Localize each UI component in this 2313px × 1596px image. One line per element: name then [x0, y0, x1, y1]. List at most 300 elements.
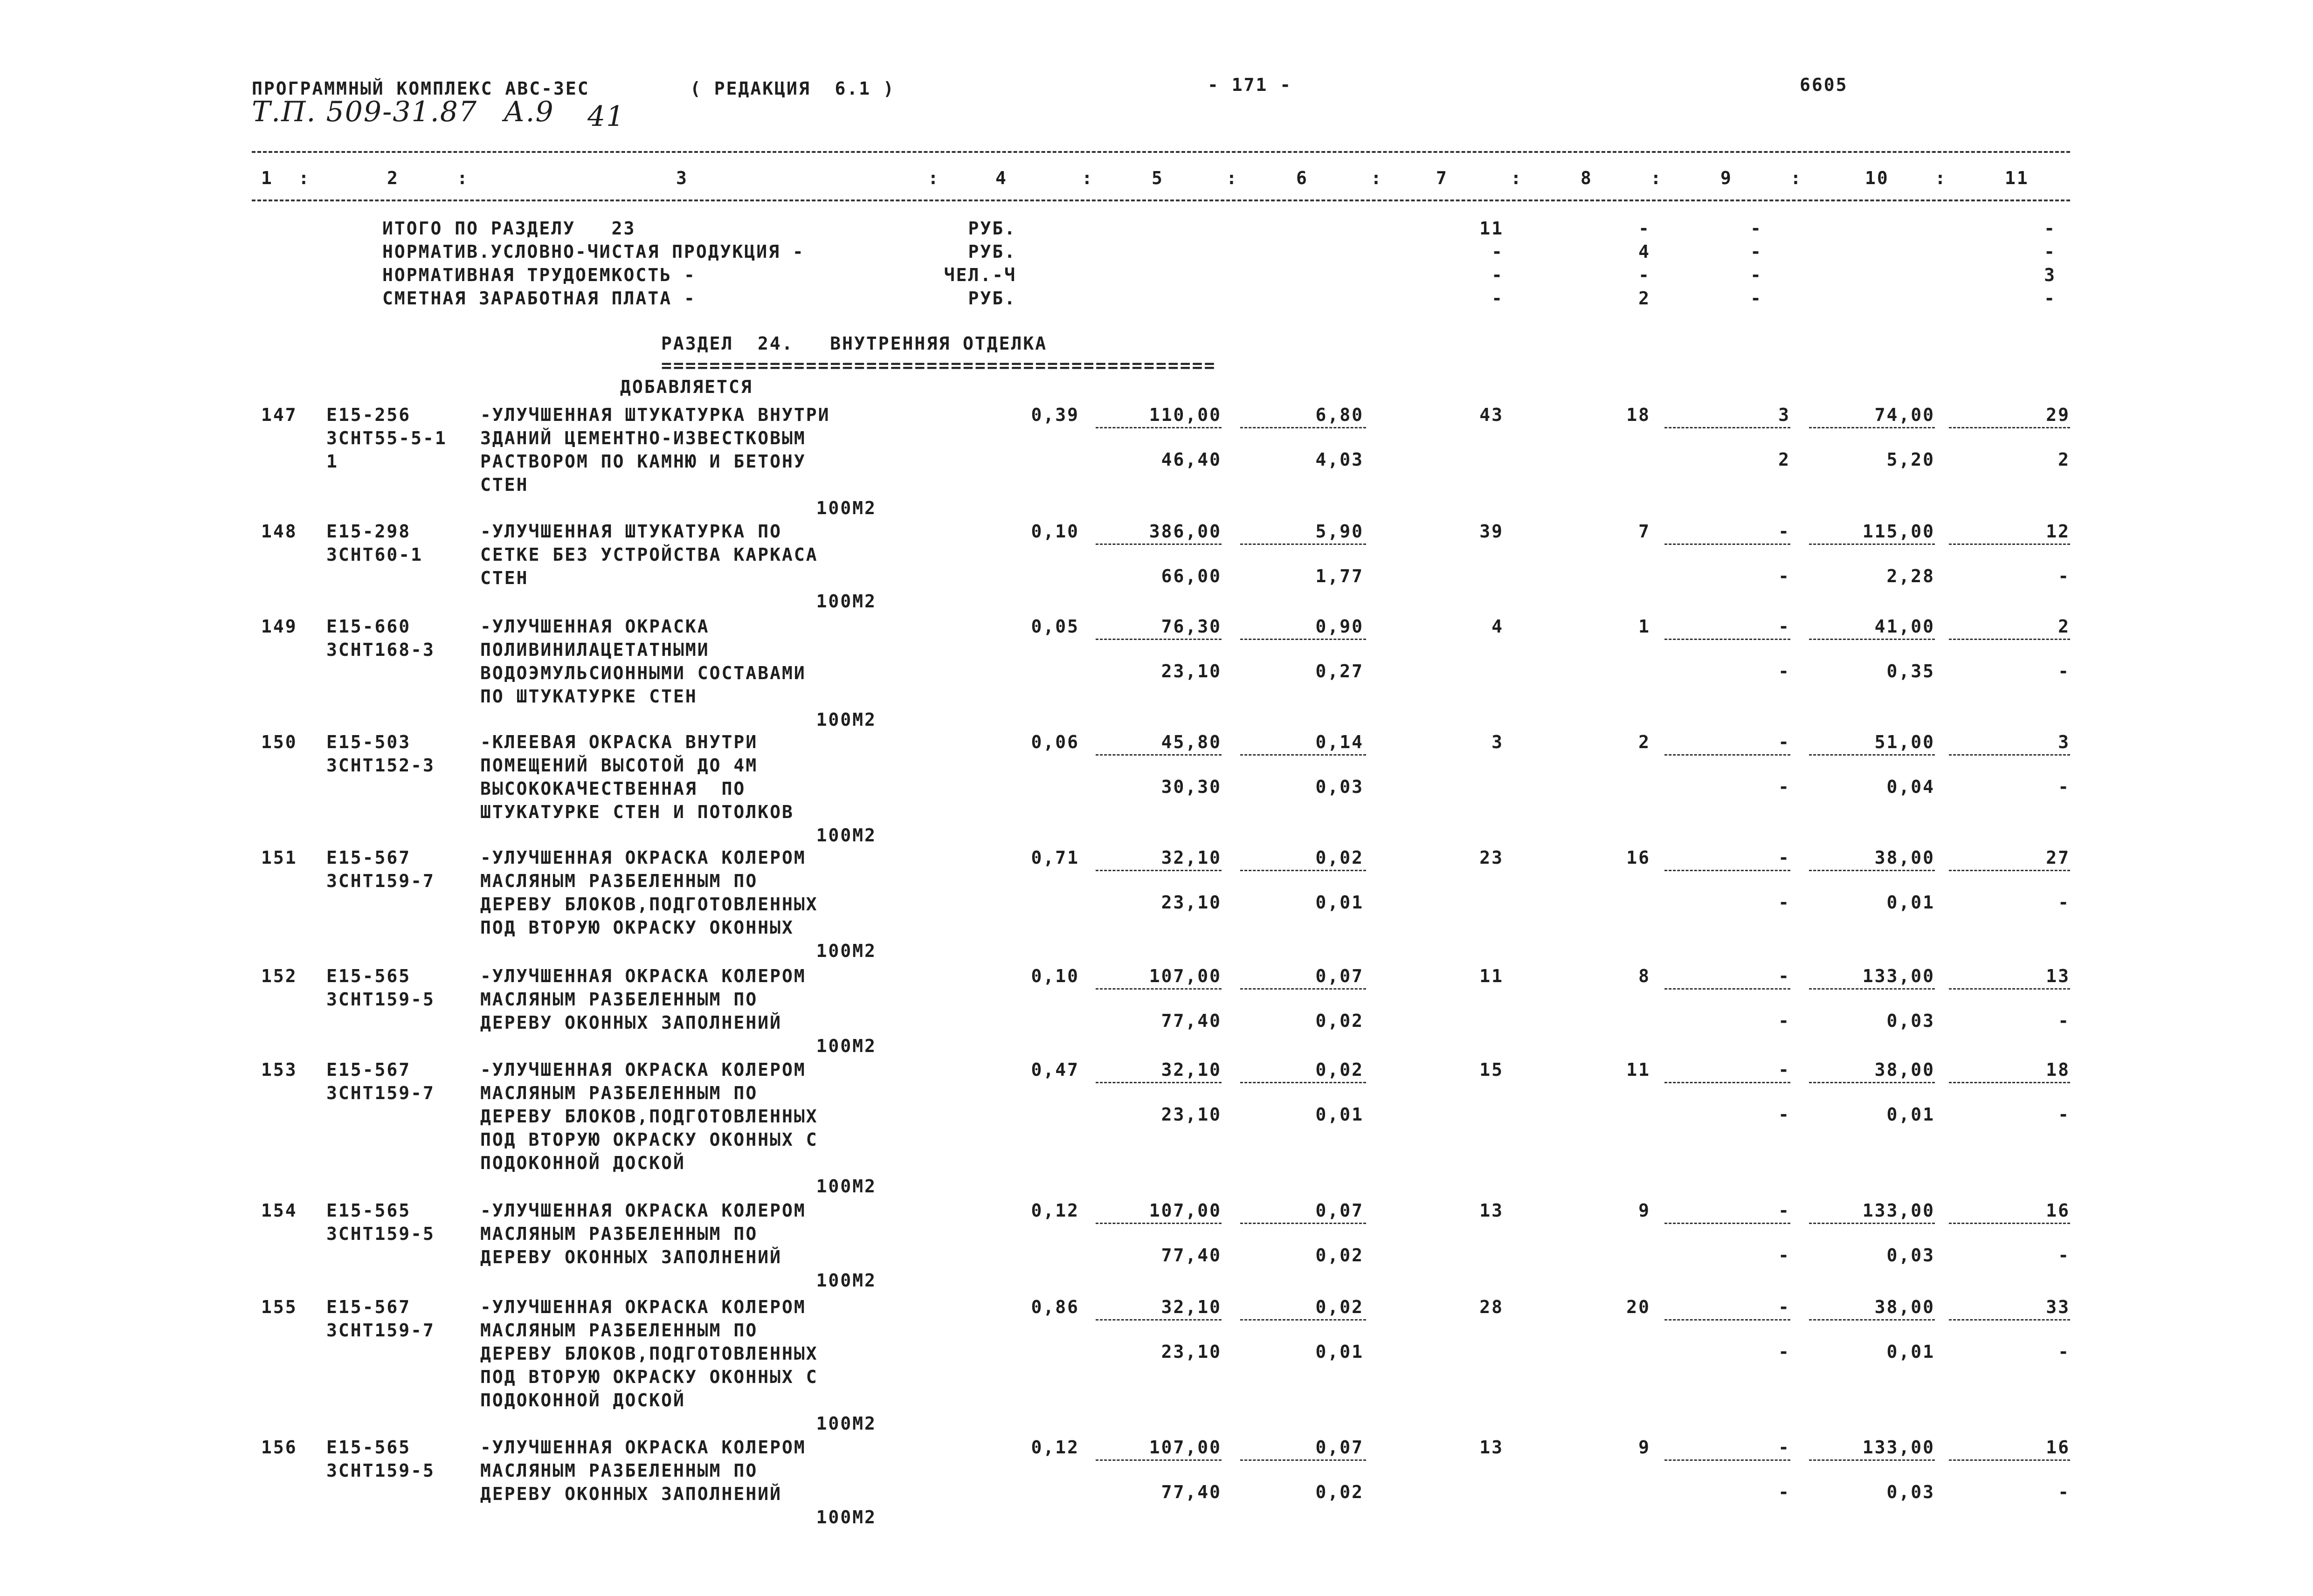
summary-col11: 3: [2044, 265, 2056, 285]
item-col11-upper: 27: [2046, 847, 2070, 868]
item-unit: 100М2: [816, 1176, 877, 1197]
item-col5-lower: 77,40: [1161, 1011, 1222, 1031]
fraction-rule: [1809, 1082, 1935, 1083]
item-col6-lower: 0,01: [1315, 1104, 1364, 1125]
document-code: 6605: [1800, 75, 1848, 95]
item-col5-lower: 23,10: [1161, 1104, 1222, 1125]
fraction-rule: [1240, 754, 1366, 756]
fraction-rule: [1949, 754, 2070, 756]
fraction-rule: [1096, 543, 1222, 545]
item-col9-lower: -: [1778, 1482, 1790, 1502]
item-col10-upper: 38,00: [1874, 1059, 1935, 1080]
column-separator: :: [1790, 168, 1802, 188]
item-description-line: ПОД ВТОРУЮ ОКРАСКУ ОКОННЫХ С: [480, 1367, 818, 1387]
item-col8: 20: [1626, 1297, 1650, 1317]
item-col5-lower: 77,40: [1161, 1482, 1222, 1502]
item-col5-upper: 110,00: [1149, 405, 1222, 425]
item-code: Е15-298: [326, 521, 411, 542]
item-col9-upper: -: [1778, 847, 1790, 868]
column-header-2: 2: [387, 168, 399, 188]
column-separator: :: [1371, 168, 1383, 188]
item-col11-lower: 2: [2058, 449, 2070, 470]
item-description-line: ДЕРЕВУ ОКОННЫХ ЗАПОЛНЕНИЙ: [480, 1484, 782, 1504]
page-number: - 171 -: [1208, 75, 1292, 95]
item-description-line: МАСЛЯНЫМ РАЗБЕЛЕННЫМ ПО: [480, 1083, 758, 1103]
column-header-1: 1: [261, 168, 273, 188]
project-handwritten: Т.П. 509-31.87: [252, 96, 478, 128]
item-unit: 100М2: [816, 825, 877, 846]
summary-col8: 2: [1638, 288, 1650, 309]
summary-col9: -: [1750, 288, 1762, 309]
fraction-rule: [1240, 1319, 1366, 1321]
fraction-rule: [1664, 1319, 1790, 1321]
item-description-line: -УЛУЧШЕННАЯ ОКРАСКА КОЛЕРОМ: [480, 1200, 806, 1221]
item-col5-upper: 32,10: [1161, 1297, 1222, 1317]
item-quantity: 0,10: [1031, 966, 1079, 986]
item-quantity: 0,86: [1031, 1297, 1079, 1317]
fraction-rule: [1809, 754, 1935, 756]
item-description-line: -УЛУЧШЕННАЯ ШТУКАТУРКА ПО: [480, 521, 782, 542]
item-description-line: ДЕРЕВУ ОКОННЫХ ЗАПОЛНЕНИЙ: [480, 1247, 782, 1267]
fraction-rule: [1240, 870, 1366, 871]
item-description-line: СТЕН: [480, 568, 529, 588]
item-col5-lower: 30,30: [1161, 777, 1222, 797]
fraction-rule: [1664, 1459, 1790, 1461]
item-col8: 1: [1638, 616, 1650, 637]
item-col9-lower: -: [1778, 1245, 1790, 1266]
fraction-rule: [1949, 1082, 2070, 1083]
item-description-line: ПОД ВТОРУЮ ОКРАСКУ ОКОННЫХ: [480, 917, 794, 938]
fraction-rule: [1096, 1082, 1222, 1083]
item-col10-upper: 133,00: [1862, 1437, 1935, 1458]
item-col6-upper: 6,80: [1315, 405, 1364, 425]
item-quantity: 0,71: [1031, 847, 1079, 868]
column-separator: :: [928, 168, 940, 188]
column-header-8: 8: [1581, 168, 1593, 188]
item-col10-upper: 115,00: [1862, 521, 1935, 542]
fraction-rule: [1240, 1223, 1366, 1224]
item-description-line: -УЛУЧШЕННАЯ ШТУКАТУРКА ВНУТРИ: [480, 405, 830, 425]
item-unit: 100М2: [816, 709, 877, 730]
summary-col7: -: [1491, 265, 1504, 285]
item-col10-lower: 5,20: [1886, 449, 1935, 470]
fraction-rule: [1949, 1319, 2070, 1321]
column-separator: :: [1226, 168, 1238, 188]
item-col10-upper: 51,00: [1874, 732, 1935, 752]
item-number: 153: [261, 1059, 297, 1080]
item-col11-upper: 3: [2058, 732, 2070, 752]
item-number: 148: [261, 521, 297, 542]
item-col9-lower: -: [1778, 1104, 1790, 1125]
item-description-line: -УЛУЧШЕННАЯ ОКРАСКА КОЛЕРОМ: [480, 966, 806, 986]
section-title: РАЗДЕЛ 24. ВНУТРЕННЯЯ ОТДЕЛКА: [661, 333, 1048, 354]
item-reference: 3СНТ159-5: [326, 989, 435, 1010]
item-col11-lower: -: [2058, 1245, 2070, 1266]
item-col11-lower: -: [2058, 661, 2070, 681]
item-col5-upper: 32,10: [1161, 847, 1222, 868]
item-col11-upper: 12: [2046, 521, 2070, 542]
item-description-line: ДЕРЕВУ ОКОННЫХ ЗАПОЛНЕНИЙ: [480, 1012, 782, 1033]
item-col9-lower: -: [1778, 777, 1790, 797]
item-code: Е15-503: [326, 732, 411, 752]
item-col6-upper: 0,02: [1315, 1297, 1364, 1317]
fraction-rule: [1809, 988, 1935, 990]
item-description-line: -УЛУЧШЕННАЯ ОКРАСКА КОЛЕРОМ: [480, 1297, 806, 1317]
column-separator: :: [1650, 168, 1663, 188]
item-col7: 39: [1479, 521, 1504, 542]
item-col8: 2: [1638, 732, 1650, 752]
table-top-rule: [252, 151, 2070, 153]
item-col6-lower: 0,01: [1315, 1341, 1364, 1362]
item-col9-lower: -: [1778, 566, 1790, 586]
item-quantity: 0,39: [1031, 405, 1079, 425]
fraction-rule: [1809, 1223, 1935, 1224]
column-separator: :: [1511, 168, 1523, 188]
item-col11-lower: -: [2058, 1482, 2070, 1502]
column-separator: :: [457, 168, 469, 188]
item-quantity: 0,12: [1031, 1200, 1079, 1221]
item-col8: 18: [1626, 405, 1650, 425]
fraction-rule: [1949, 427, 2070, 428]
fraction-rule: [1809, 427, 1935, 428]
item-reference: 3СНТ60-1: [326, 544, 423, 565]
item-col6-lower: 0,03: [1315, 777, 1364, 797]
item-reference: 3СНТ55-5-1: [326, 428, 447, 448]
item-col10-lower: 0,35: [1886, 661, 1935, 681]
item-col7: 3: [1491, 732, 1504, 752]
item-col11-lower: -: [2058, 892, 2070, 913]
summary-col8: -: [1638, 265, 1650, 285]
item-description-line: ДЕРЕВУ БЛОКОВ,ПОДГОТОВЛЕННЫХ: [480, 894, 818, 915]
edition-label: ( РЕДАКЦИЯ 6.1 ): [690, 78, 895, 99]
table-header-rule: [252, 200, 2070, 201]
summary-col7: -: [1491, 241, 1504, 262]
item-col7: 13: [1479, 1437, 1504, 1458]
item-col11-upper: 16: [2046, 1200, 2070, 1221]
item-col10-lower: 0,03: [1886, 1482, 1935, 1502]
album-handwritten: А.9: [504, 96, 554, 128]
item-description-line: ДЕРЕВУ БЛОКОВ,ПОДГОТОВЛЕННЫХ: [480, 1343, 818, 1364]
item-col10-lower: 0,01: [1886, 892, 1935, 913]
item-number: 156: [261, 1437, 297, 1458]
fraction-rule: [1949, 1459, 2070, 1461]
item-description-line: СЕТКЕ БЕЗ УСТРОЙСТВА КАРКАСА: [480, 544, 818, 565]
item-col11-upper: 16: [2046, 1437, 2070, 1458]
fraction-rule: [1096, 1459, 1222, 1461]
column-header-3: 3: [676, 168, 688, 188]
fraction-rule: [1949, 543, 2070, 545]
item-reference: 3СНТ152-3: [326, 755, 435, 776]
fraction-rule: [1664, 870, 1790, 871]
fraction-rule: [1664, 1082, 1790, 1083]
item-description-line: -КЛЕЕВАЯ ОКРАСКА ВНУТРИ: [480, 732, 758, 752]
summary-col9: -: [1750, 218, 1762, 239]
item-col10-lower: 0,01: [1886, 1104, 1935, 1125]
fraction-rule: [1240, 427, 1366, 428]
item-unit: 100М2: [816, 1270, 877, 1291]
item-col5-upper: 32,10: [1161, 1059, 1222, 1080]
item-col9-lower: -: [1778, 892, 1790, 913]
summary-col7: -: [1491, 288, 1504, 309]
item-col9-upper: -: [1778, 1200, 1790, 1221]
item-col8: 11: [1626, 1059, 1650, 1080]
item-description-line: СТЕН: [480, 475, 529, 495]
item-unit: 100М2: [816, 591, 877, 612]
fraction-rule: [1809, 870, 1935, 871]
item-col6-lower: 1,77: [1315, 566, 1364, 586]
item-col10-upper: 133,00: [1862, 966, 1935, 986]
item-description-line: МАСЛЯНЫМ РАЗБЕЛЕННЫМ ПО: [480, 989, 758, 1010]
item-number: 149: [261, 616, 297, 637]
summary-col9: -: [1750, 241, 1762, 262]
column-separator: :: [1082, 168, 1094, 188]
item-col11-lower: -: [2058, 566, 2070, 586]
item-col7: 43: [1479, 405, 1504, 425]
item-quantity: 0,05: [1031, 616, 1079, 637]
fraction-rule: [1096, 1319, 1222, 1321]
column-header-6: 6: [1296, 168, 1308, 188]
item-col10-upper: 74,00: [1874, 405, 1935, 425]
item-col9-lower: -: [1778, 1341, 1790, 1362]
item-description-line: -УЛУЧШЕННАЯ ОКРАСКА КОЛЕРОМ: [480, 847, 806, 868]
item-description-line: ВЫСОКОКАЧЕСТВЕННАЯ ПО: [480, 778, 746, 799]
item-unit: 100М2: [816, 1413, 877, 1434]
item-col7: 28: [1479, 1297, 1504, 1317]
item-description-line: -УЛУЧШЕННАЯ ОКРАСКА КОЛЕРОМ: [480, 1059, 806, 1080]
item-code: Е15-565: [326, 966, 411, 986]
item-description-line: МАСЛЯНЫМ РАЗБЕЛЕННЫМ ПО: [480, 1224, 758, 1244]
column-separator: :: [298, 168, 311, 188]
item-col5-upper: 107,00: [1149, 1200, 1222, 1221]
item-col5-lower: 77,40: [1161, 1245, 1222, 1266]
column-header-9: 9: [1720, 168, 1733, 188]
item-number: 150: [261, 732, 297, 752]
summary-col8: -: [1638, 218, 1650, 239]
item-code: Е15-256: [326, 405, 411, 425]
item-description-line: ВОДОЭМУЛЬСИОННЫМИ СОСТАВАМИ: [480, 663, 806, 683]
item-code: Е15-567: [326, 847, 411, 868]
fraction-rule: [1664, 427, 1790, 428]
fraction-rule: [1096, 754, 1222, 756]
item-col6-lower: 0,27: [1315, 661, 1364, 681]
item-col11-lower: -: [2058, 1341, 2070, 1362]
item-col8: 8: [1638, 966, 1650, 986]
item-col6-upper: 0,07: [1315, 1437, 1364, 1458]
item-reference: 3СНТ159-7: [326, 871, 435, 891]
item-unit: 100М2: [816, 1507, 877, 1527]
item-unit: 100М2: [816, 1036, 877, 1056]
program-title: ПРОГРАММНЫЙ КОМПЛЕКС АВС-3ЕС: [252, 78, 590, 99]
sheet-handwritten: 41: [587, 100, 625, 133]
item-col9-lower: 2: [1778, 449, 1790, 470]
item-description-line: -УЛУЧШЕННАЯ ОКРАСКА: [480, 616, 710, 637]
summary-unit: РУБ.: [968, 288, 1016, 309]
item-col6-lower: 0,02: [1315, 1245, 1364, 1266]
item-col6-lower: 0,01: [1315, 892, 1364, 913]
fraction-rule: [1949, 639, 2070, 640]
item-description-line: ДЕРЕВУ БЛОКОВ,ПОДГОТОВЛЕННЫХ: [480, 1106, 818, 1127]
item-col10-lower: 0,04: [1886, 777, 1935, 797]
column-header-11: 11: [2005, 168, 2029, 188]
column-separator: :: [1935, 168, 1947, 188]
item-col5-lower: 23,10: [1161, 892, 1222, 913]
item-number: 154: [261, 1200, 297, 1221]
item-number: 147: [261, 405, 297, 425]
item-code: Е15-565: [326, 1437, 411, 1458]
item-code: Е15-567: [326, 1059, 411, 1080]
fraction-rule: [1949, 870, 2070, 871]
item-col9-lower: -: [1778, 1011, 1790, 1031]
item-col6-upper: 0,07: [1315, 966, 1364, 986]
item-col7: 15: [1479, 1059, 1504, 1080]
fraction-rule: [1664, 1223, 1790, 1224]
item-code: Е15-660: [326, 616, 411, 637]
item-col5-upper: 107,00: [1149, 1437, 1222, 1458]
section-underline: ==============================================: [661, 355, 1216, 376]
summary-label: ИТОГО ПО РАЗДЕЛУ 23: [382, 218, 636, 239]
item-col6-upper: 0,14: [1315, 732, 1364, 752]
item-col10-lower: 0,01: [1886, 1341, 1935, 1362]
item-quantity: 0,10: [1031, 521, 1079, 542]
item-description-line: РАСТВОРОМ ПО КАМНЮ И БЕТОНУ: [480, 451, 806, 472]
item-description-line: МАСЛЯНЫМ РАЗБЕЛЕННЫМ ПО: [480, 1460, 758, 1481]
item-col10-upper: 41,00: [1874, 616, 1935, 637]
item-description-line: ПОД ВТОРУЮ ОКРАСКУ ОКОННЫХ С: [480, 1129, 818, 1150]
summary-col11: -: [2044, 218, 2056, 239]
item-col9-lower: -: [1778, 661, 1790, 681]
item-col6-upper: 0,02: [1315, 847, 1364, 868]
summary-unit: РУБ.: [968, 241, 1016, 262]
item-col8: 7: [1638, 521, 1650, 542]
summary-label: НОРМАТИВНАЯ ТРУДОЕМКОСТЬ -: [382, 265, 696, 285]
fraction-rule: [1096, 639, 1222, 640]
item-number: 152: [261, 966, 297, 986]
item-col5-upper: 45,80: [1161, 732, 1222, 752]
fraction-rule: [1240, 1082, 1366, 1083]
item-number: 151: [261, 847, 297, 868]
fraction-rule: [1664, 543, 1790, 545]
item-reference: 1: [326, 451, 338, 472]
item-col11-upper: 33: [2046, 1297, 2070, 1317]
fraction-rule: [1949, 988, 2070, 990]
item-col8: 9: [1638, 1437, 1650, 1458]
column-header-5: 5: [1152, 168, 1164, 188]
item-col5-upper: 76,30: [1161, 616, 1222, 637]
fraction-rule: [1096, 1223, 1222, 1224]
item-col6-upper: 0,07: [1315, 1200, 1364, 1221]
fraction-rule: [1096, 427, 1222, 428]
fraction-rule: [1240, 1459, 1366, 1461]
item-col9-upper: -: [1778, 1059, 1790, 1080]
item-code: Е15-565: [326, 1200, 411, 1221]
item-description-line: МАСЛЯНЫМ РАЗБЕЛЕННЫМ ПО: [480, 871, 758, 891]
item-col8: 16: [1626, 847, 1650, 868]
item-col6-lower: 0,02: [1315, 1011, 1364, 1031]
item-col5-lower: 23,10: [1161, 661, 1222, 681]
item-col11-lower: -: [2058, 1011, 2070, 1031]
item-quantity: 0,06: [1031, 732, 1079, 752]
item-col5-upper: 386,00: [1149, 521, 1222, 542]
fraction-rule: [1664, 988, 1790, 990]
column-header-10: 10: [1865, 168, 1889, 188]
item-col11-upper: 2: [2058, 616, 2070, 637]
item-col11-upper: 13: [2046, 966, 2070, 986]
item-col6-upper: 0,90: [1315, 616, 1364, 637]
fraction-rule: [1240, 543, 1366, 545]
item-description-line: ПОЛИВИНИЛАЦЕТАТНЫМИ: [480, 640, 710, 660]
item-reference: 3СНТ159-5: [326, 1224, 435, 1244]
summary-col9: -: [1750, 265, 1762, 285]
summary-label: НОРМАТИВ.УСЛОВНО-ЧИСТАЯ ПРОДУКЦИЯ -: [382, 241, 805, 262]
item-description-line: ПОДОКОННОЙ ДОСКОЙ: [480, 1153, 685, 1173]
item-col10-upper: 38,00: [1874, 1297, 1935, 1317]
added-label: ДОБАВЛЯЕТСЯ: [620, 377, 753, 397]
item-col5-upper: 107,00: [1149, 966, 1222, 986]
item-number: 155: [261, 1297, 297, 1317]
item-col11-lower: -: [2058, 777, 2070, 797]
item-quantity: 0,12: [1031, 1437, 1079, 1458]
fraction-rule: [1664, 754, 1790, 756]
fraction-rule: [1096, 870, 1222, 871]
item-description-line: ПОДОКОННОЙ ДОСКОЙ: [480, 1390, 685, 1410]
item-reference: 3СНТ168-3: [326, 640, 435, 660]
item-col6-lower: 4,03: [1315, 449, 1364, 470]
item-description-line: ШТУКАТУРКЕ СТЕН И ПОТОЛКОВ: [480, 802, 794, 822]
item-description-line: ЗДАНИЙ ЦЕМЕНТНО-ИЗВЕСТКОВЫМ: [480, 428, 806, 448]
item-col9-upper: -: [1778, 1437, 1790, 1458]
fraction-rule: [1096, 988, 1222, 990]
item-description-line: МАСЛЯНЫМ РАЗБЕЛЕННЫМ ПО: [480, 1320, 758, 1341]
item-col10-upper: 133,00: [1862, 1200, 1935, 1221]
item-col5-lower: 23,10: [1161, 1341, 1222, 1362]
fraction-rule: [1809, 1319, 1935, 1321]
item-reference: 3СНТ159-5: [326, 1460, 435, 1481]
item-col5-lower: 66,00: [1161, 566, 1222, 586]
fraction-rule: [1809, 543, 1935, 545]
summary-unit: РУБ.: [968, 218, 1016, 239]
item-description-line: ПОМЕЩЕНИЙ ВЫСОТОЙ ДО 4М: [480, 755, 758, 776]
item-col7: 13: [1479, 1200, 1504, 1221]
fraction-rule: [1949, 1223, 2070, 1224]
fraction-rule: [1664, 639, 1790, 640]
item-col9-upper: -: [1778, 966, 1790, 986]
item-col7: 4: [1491, 616, 1504, 637]
summary-label: СМЕТНАЯ ЗАРАБОТНАЯ ПЛАТА -: [382, 288, 696, 309]
item-reference: 3СНТ159-7: [326, 1083, 435, 1103]
item-quantity: 0,47: [1031, 1059, 1079, 1080]
column-header-4: 4: [995, 168, 1008, 188]
item-col6-upper: 0,02: [1315, 1059, 1364, 1080]
fraction-rule: [1809, 639, 1935, 640]
item-col6-upper: 5,90: [1315, 521, 1364, 542]
item-col5-lower: 46,40: [1161, 449, 1222, 470]
item-col11-upper: 29: [2046, 405, 2070, 425]
item-col10-lower: 2,28: [1886, 566, 1935, 586]
summary-unit: ЧЕЛ.-Ч: [944, 265, 1016, 285]
fraction-rule: [1809, 1459, 1935, 1461]
fraction-rule: [1240, 988, 1366, 990]
summary-col7: 11: [1479, 218, 1504, 239]
item-col7: 23: [1479, 847, 1504, 868]
item-col7: 11: [1479, 966, 1504, 986]
item-col8: 9: [1638, 1200, 1650, 1221]
item-col9-upper: -: [1778, 521, 1790, 542]
fraction-rule: [1240, 639, 1366, 640]
item-reference: 3СНТ159-7: [326, 1320, 435, 1341]
item-description-line: ПО ШТУКАТУРКЕ СТЕН: [480, 686, 697, 707]
item-col10-upper: 38,00: [1874, 847, 1935, 868]
column-header-7: 7: [1436, 168, 1448, 188]
